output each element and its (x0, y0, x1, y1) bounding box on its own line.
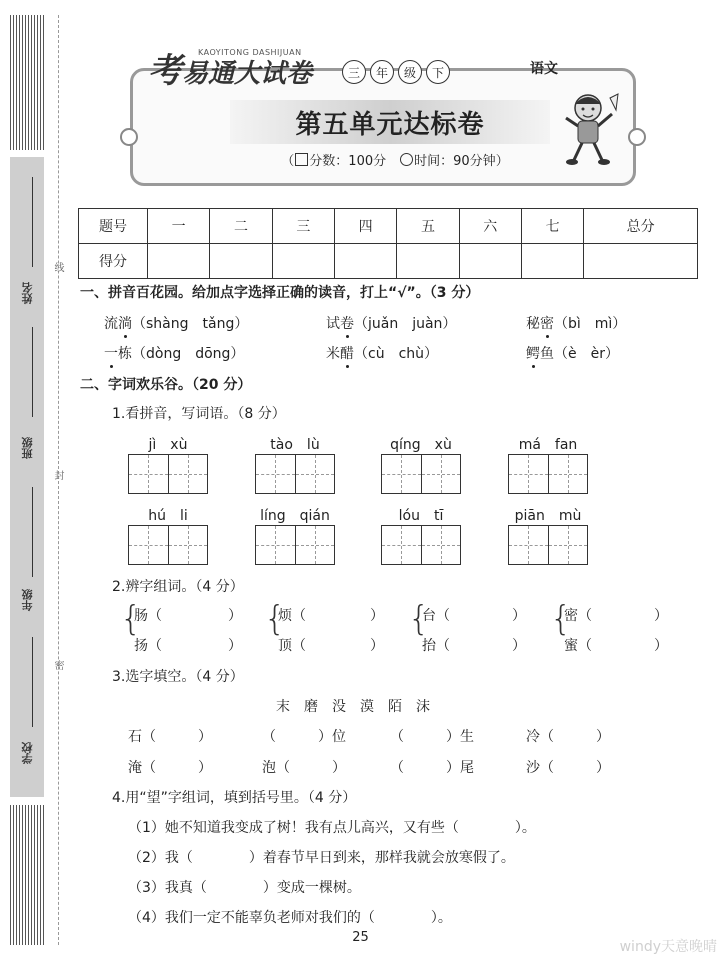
table-row (79, 209, 698, 244)
class-line (32, 327, 33, 417)
compare-char-item[interactable]: 台（ (422, 608, 450, 624)
subject-label: 语文 (530, 61, 558, 77)
brand-pinyin: KAOYITONG DASHIJUAN (198, 48, 302, 57)
time-limit: 时间：90分钟 (414, 154, 496, 169)
clock-icon (400, 153, 413, 166)
close-paren: ） (228, 638, 242, 654)
watermark: windy天意晚晴 (619, 939, 717, 955)
compare-char-item[interactable]: 蜜（ (564, 638, 592, 654)
brace-icon: { (550, 599, 572, 639)
grade-char: 下 (426, 60, 450, 84)
fill-blank-item[interactable]: 石（ ） (128, 729, 212, 745)
tianzige-boxes[interactable] (128, 454, 208, 494)
close-paren: ） (228, 608, 242, 624)
pinyin-label: lóu tī (398, 508, 444, 524)
score-cell[interactable] (459, 244, 521, 279)
pinyin-writing-group (255, 505, 335, 565)
binding-margin (10, 15, 44, 945)
table-header-cell: 三 (272, 209, 334, 244)
fill-blank-item[interactable]: （ ）尾 (390, 760, 474, 776)
score-cell[interactable] (272, 244, 334, 279)
pinyin-choice-item[interactable]: 秘密（bì mì） (526, 316, 627, 332)
pinyin-label: má fan (518, 437, 578, 453)
table-header-cell: 四 (334, 209, 396, 244)
seal-char-feng: 封 (52, 470, 63, 480)
tianzige-boxes[interactable] (381, 454, 461, 494)
dot-pattern-bottom (10, 805, 44, 945)
pinyin-label: hú li (148, 508, 188, 524)
grade-char: 三 (342, 60, 366, 84)
fill-blank-item[interactable]: （ ）生 (390, 729, 474, 745)
fill-blank-item[interactable]: 泡（ ） (262, 760, 346, 776)
pinyin-choice-item[interactable]: 鳄鱼（è èr） (526, 346, 619, 362)
compare-char-item[interactable]: 顶（ (278, 638, 306, 654)
pinyin-choice-item[interactable]: 米醋（cù chù） (326, 346, 439, 362)
grade-char: 级 (398, 60, 422, 84)
sub4-title: 4.用“望”字组词，填到括号里。（4 分） (112, 790, 357, 806)
grade-line (32, 487, 33, 577)
pinyin-writing-group (508, 434, 588, 494)
pinyin-writing-group (128, 505, 208, 565)
grade-badges (342, 60, 450, 84)
total-score: 分数：100分 (309, 154, 387, 169)
binder-ring-right (628, 128, 646, 146)
fill-blank-item[interactable]: （ ）位 (262, 729, 346, 745)
close-paren: ） (512, 608, 526, 624)
pinyin-writing-group (128, 434, 208, 494)
binder-ring-left (120, 128, 138, 146)
check-box-icon (295, 153, 308, 166)
fill-blank-item[interactable]: 冷（ ） (526, 729, 610, 745)
pinyin-choice-item[interactable]: 一栋（dòng dōng） (104, 346, 245, 362)
table-row (79, 244, 698, 279)
grade-label: 年级 (21, 589, 34, 611)
pinyin-label: qíng xù (390, 437, 452, 453)
student-info-strip (10, 157, 44, 797)
brace-icon: { (408, 599, 430, 639)
fill-blank-item[interactable]: 沙（ ） (526, 760, 610, 776)
score-table (78, 208, 698, 279)
score-cell[interactable] (210, 244, 272, 279)
compare-char-item[interactable]: 肠（ (134, 608, 162, 624)
dot-pattern-top (10, 15, 44, 150)
table-row-label: 得分 (79, 244, 148, 279)
brace-icon: { (120, 599, 142, 639)
sub1-title: 1.看拼音，写词语。（8 分） (112, 406, 286, 422)
choice-characters: 末 磨 没 漠 陌 沫 (276, 699, 430, 715)
page-number: 25 (352, 930, 369, 945)
table-header-cell: 六 (459, 209, 521, 244)
tianzige-boxes[interactable] (508, 454, 588, 494)
score-cell[interactable] (521, 244, 583, 279)
sub2-title: 2.辨字组词。（4 分） (112, 579, 244, 595)
score-cell[interactable] (397, 244, 459, 279)
close-paren: ） (512, 638, 526, 654)
table-header-cell: 二 (210, 209, 272, 244)
score-cell[interactable] (584, 244, 698, 279)
close-paren: ） (654, 608, 668, 624)
school-line (32, 637, 33, 727)
pinyin-label: jì xù (148, 437, 188, 453)
table-header-cell: 一 (148, 209, 210, 244)
tianzige-boxes[interactable] (508, 525, 588, 565)
table-header-cell: 五 (397, 209, 459, 244)
sentence-fill-item[interactable]: （1）她不知道我变成了树！我有点儿高兴，又有些（ ）。 (128, 820, 536, 836)
pinyin-writing-group (381, 434, 461, 494)
pinyin-writing-group (508, 505, 588, 565)
brand-logo: 考易通大试卷 (148, 51, 313, 91)
pinyin-writing-group (255, 434, 335, 494)
pinyin-label: líng qián (260, 508, 330, 524)
tianzige-boxes[interactable] (255, 525, 335, 565)
cut-line (58, 15, 59, 945)
compare-char-item[interactable]: 烦（ (278, 608, 306, 624)
class-label: 班级 (21, 437, 34, 459)
compare-char-item[interactable]: 抬（ (422, 638, 450, 654)
exam-header (120, 40, 650, 185)
name-label: 姓名 (21, 282, 34, 304)
compare-char-item[interactable]: 密（ (564, 608, 592, 624)
close-paren: ） (370, 608, 384, 624)
close-paren: ） (370, 638, 384, 654)
section1-heading: 一、拼音百花园。给加点字选择正确的读音，打上“√”。（3 分） (80, 285, 480, 301)
sentence-fill-item[interactable]: （4）我们一定不能辜负老师对我们的（ ）。 (128, 910, 452, 926)
sentence-fill-item[interactable]: （3）我真（ ）变成一棵树。 (128, 880, 361, 896)
table-header-cell: 七 (521, 209, 583, 244)
pinyin-choice-item[interactable]: 流淌（shàng tǎng） (104, 316, 249, 332)
close-paren: ） (654, 638, 668, 654)
tianzige-boxes[interactable] (128, 525, 208, 565)
cartoon-boy-illustration (560, 88, 620, 168)
score-cell[interactable] (148, 244, 210, 279)
fill-blank-item[interactable]: 淹（ ） (128, 760, 212, 776)
pinyin-writing-group (381, 505, 461, 565)
table-header-cell: 题号 (79, 209, 148, 244)
section2-heading: 二、字词欢乐谷。（20 分） (80, 377, 252, 393)
score-cell[interactable] (334, 244, 396, 279)
pinyin-label: piān mù (514, 508, 582, 524)
score-time-line: （ 分数：100分 时间：90分钟） (281, 154, 509, 169)
table-header-cell: 总分 (584, 209, 698, 244)
school-label: 学校 (21, 742, 34, 764)
pinyin-choice-item[interactable]: 试卷（juǎn juàn） (326, 316, 457, 332)
brace-icon: { (264, 599, 286, 639)
seal-char-xian: 线 (52, 262, 63, 272)
tianzige-boxes[interactable] (255, 454, 335, 494)
seal-char-mi: 密 (52, 660, 63, 670)
sub3-title: 3.选字填空。（4 分） (112, 669, 244, 685)
grade-char: 年 (370, 60, 394, 84)
page-title: 第五单元达标卷 (295, 110, 485, 140)
name-line (32, 177, 33, 267)
tianzige-boxes[interactable] (381, 525, 461, 565)
compare-char-item[interactable]: 扬（ (134, 638, 162, 654)
pinyin-label: tào lù (270, 437, 320, 453)
sentence-fill-item[interactable]: （2）我（ ）着春节早日到来，那样我就会放寒假了。 (128, 850, 515, 866)
